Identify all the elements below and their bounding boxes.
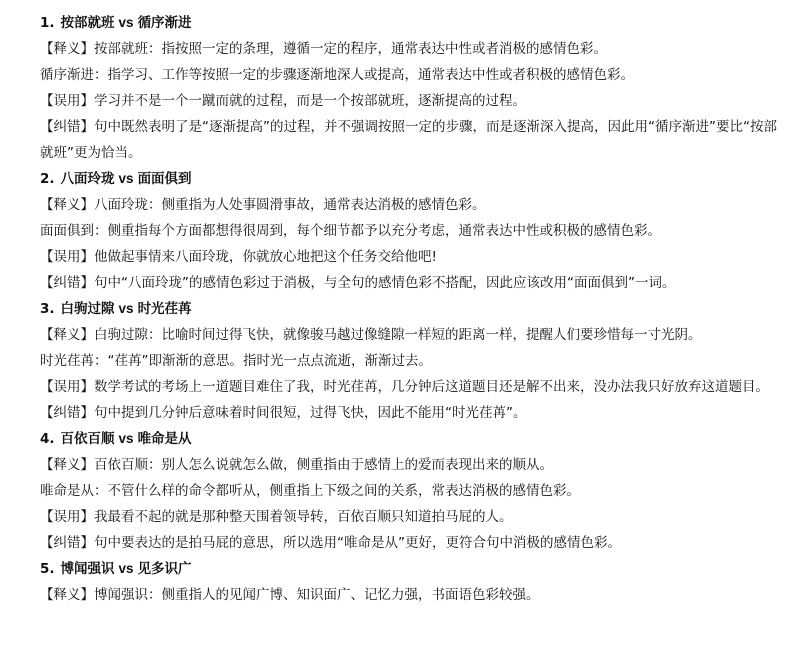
correction-line: 【纠错】句中“八面玲珑”的感情色彩过于消极，与全句的感情色彩不搭配，因此应该改用“面面俱到”一词。 <box>40 275 676 291</box>
section-heading <box>40 426 778 452</box>
section-number: 1. <box>40 15 55 31</box>
definition-line: 【释义】百依百顺：别人怎么说就怎么做，侧重指由于感情上的爱而表现出来的顺从。 <box>40 457 553 473</box>
idiom-b: 见多识广 <box>137 561 192 577</box>
definition-line: 【释义】白驹过隙：比喻时间过得飞快，就像骏马越过像缝隙一样短的距离一样，提醒人们要珍惜每一寸光阴。 <box>40 327 702 343</box>
vs-label: vs <box>118 301 134 316</box>
definition-line: 面面俱到：侧重指每个方面都想得很周到，每个细节都予以充分考虑，通常表达中性或积极的感情色彩。 <box>40 223 661 239</box>
definition-line: 时光荏苒：“荏苒”即渐渐的意思。指时光一点点流逝，渐渐过去。 <box>40 353 432 369</box>
correction-line: 【纠错】句中要表达的是拍马屁的意思，所以选用“唯命是从”更好，更符合句中消极的感情色彩。 <box>40 535 621 551</box>
section-number: 3. <box>40 301 55 317</box>
section-heading <box>40 556 778 582</box>
definition-line: 【释义】按部就班：指按照一定的条理，遵循一定的程序，通常表达中性或者消极的感情色彩。 <box>40 41 607 57</box>
vs-label: vs <box>118 431 134 446</box>
idiom-a: 按部就班 <box>60 15 115 31</box>
idiom-b: 循序渐进 <box>137 15 192 31</box>
idiom-b: 面面俱到 <box>137 171 192 187</box>
idiom-b: 唯命是从 <box>137 431 192 447</box>
section-number: 2. <box>40 171 55 187</box>
correction-line: 【纠错】句中提到几分钟后意味着时间很短，过得飞快，因此不能用“时光荏苒”。 <box>40 405 527 421</box>
section-heading <box>40 10 778 36</box>
section-heading <box>40 166 778 192</box>
misuse-line: 【误用】学习并不是一个一蹴而就的过程，而是一个按部就班，逐渐提高的过程。 <box>40 93 526 109</box>
misuse-line: 【误用】数学考试的考场上一道题目难住了我，时光荏苒，几分钟后这道题目还是解不出来，没办法我只好放弃这道题目。 <box>40 379 769 395</box>
vs-label: vs <box>118 171 134 186</box>
idiom-a: 白驹过隙 <box>60 301 115 317</box>
section-number: 5. <box>40 561 55 577</box>
vs-label: vs <box>118 561 134 576</box>
misuse-line: 【误用】他做起事情来八面玲珑，你就放心地把这个任务交给他吧! <box>40 249 437 265</box>
definition-line: 【释义】八面玲珑：侧重指为人处事圆滑事故，通常表达消极的感情色彩。 <box>40 197 486 213</box>
definition-line: 【释义】博闻强识：侧重指人的见闻广博、知识面广、记忆力强，书面语色彩较强。 <box>40 587 540 603</box>
misuse-line: 【误用】我最看不起的就是那种整天围着领导转，百依百顺只知道拍马屁的人。 <box>40 509 513 525</box>
idiom-b: 时光荏苒 <box>137 301 192 317</box>
idiom-a: 八面玲珑 <box>60 171 115 187</box>
idiom-a: 博闻强识 <box>60 561 115 577</box>
section-number: 4. <box>40 431 55 447</box>
definition-line: 循序渐进：指学习、工作等按照一定的步骤逐渐地深人或提高，通常表达中性或者积极的感情色彩。 <box>40 67 634 83</box>
idiom-a: 百依百顺 <box>60 431 115 447</box>
vs-label: vs <box>118 15 134 30</box>
correction-line: 【纠错】句中既然表明了是“逐渐提高”的过程，并不强调按照一定的步骤，而是逐渐深入提高，因此用“循序渐进”要比“按部就班”更为恰当。 <box>40 119 777 161</box>
section-heading <box>40 296 778 322</box>
definition-line: 唯命是从：不管什么样的命令都听从，侧重指上下级之间的关系，常表达消极的感情色彩。 <box>40 483 580 499</box>
